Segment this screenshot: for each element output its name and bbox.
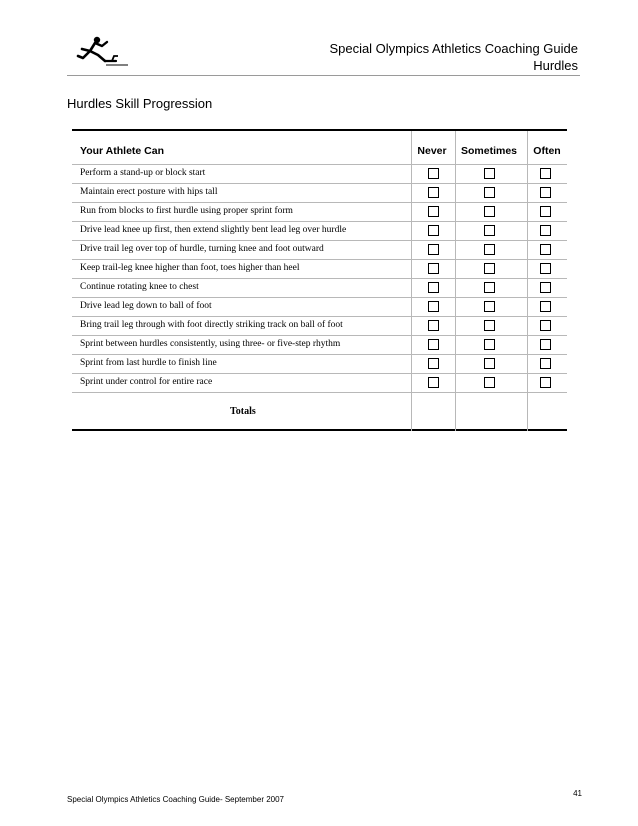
table-row: [72, 278, 567, 297]
skill-label: Sprint under control for entire race: [80, 377, 213, 387]
often-checkbox[interactable]: [540, 320, 551, 331]
table-row: [72, 164, 567, 183]
skill-label: Drive lead knee up first, then extend slightly bent lead leg over hurdle: [80, 225, 347, 235]
never-checkbox[interactable]: [428, 244, 439, 255]
table-row: [72, 202, 567, 221]
never-checkbox[interactable]: [428, 358, 439, 369]
never-checkbox[interactable]: [428, 320, 439, 331]
header-guide-title: Special Olympics Athletics Coaching Guide: [329, 41, 578, 56]
sometimes-checkbox[interactable]: [484, 339, 495, 350]
never-checkbox[interactable]: [428, 187, 439, 198]
never-checkbox[interactable]: [428, 263, 439, 274]
skill-label: Drive trail leg over top of hurdle, turning knee and foot outward: [80, 244, 324, 254]
skill-label: Keep trail-leg knee higher than foot, toes higher than heel: [80, 263, 300, 273]
often-checkbox[interactable]: [540, 187, 551, 198]
column-header-sometimes: Sometimes: [460, 145, 518, 157]
never-checkbox[interactable]: [428, 225, 439, 236]
table-row: [72, 240, 567, 259]
hurdler-runner-icon: [76, 34, 130, 68]
table-header-row: [72, 131, 567, 164]
table-row: [72, 373, 567, 393]
sometimes-checkbox[interactable]: [484, 377, 495, 388]
column-divider-sometimes: [455, 131, 456, 431]
column-header-never: Never: [417, 145, 447, 157]
sometimes-checkbox[interactable]: [484, 225, 495, 236]
table-row: [72, 259, 567, 278]
often-checkbox[interactable]: [540, 339, 551, 350]
never-checkbox[interactable]: [428, 206, 439, 217]
skill-progression-table: [72, 129, 567, 431]
sometimes-checkbox[interactable]: [484, 244, 495, 255]
table-row: [72, 354, 567, 373]
often-checkbox[interactable]: [540, 282, 551, 293]
sometimes-checkbox[interactable]: [484, 358, 495, 369]
skill-label: Sprint from last hurdle to finish line: [80, 358, 217, 368]
column-divider-never: [411, 131, 412, 431]
sometimes-checkbox[interactable]: [484, 301, 495, 312]
table-bottom-rule: [72, 429, 567, 431]
table-row: [72, 221, 567, 240]
never-checkbox[interactable]: [428, 377, 439, 388]
totals-label: Totals: [230, 406, 256, 417]
header-divider: [67, 75, 580, 76]
column-header-often: Often: [533, 145, 561, 157]
skill-label: Drive lead leg down to ball of foot: [80, 301, 212, 311]
table-row: [72, 335, 567, 354]
header-event-name: Hurdles: [533, 58, 578, 73]
table-row: [72, 297, 567, 316]
skill-label: Perform a stand-up or block start: [80, 168, 206, 178]
column-header-skill: Your Athlete Can: [80, 145, 165, 157]
sometimes-checkbox[interactable]: [484, 168, 495, 179]
often-checkbox[interactable]: [540, 206, 551, 217]
sometimes-checkbox[interactable]: [484, 282, 495, 293]
sometimes-checkbox[interactable]: [484, 187, 495, 198]
page-number: 41: [573, 789, 582, 798]
often-checkbox[interactable]: [540, 377, 551, 388]
section-title: Hurdles Skill Progression: [67, 96, 213, 111]
often-checkbox[interactable]: [540, 358, 551, 369]
table-row: [72, 183, 567, 202]
never-checkbox[interactable]: [428, 168, 439, 179]
never-checkbox[interactable]: [428, 339, 439, 350]
running-header: [329, 40, 578, 74]
never-checkbox[interactable]: [428, 301, 439, 312]
sometimes-checkbox[interactable]: [484, 320, 495, 331]
often-checkbox[interactable]: [540, 244, 551, 255]
skill-label: Maintain erect posture with hips tall: [80, 187, 218, 197]
sometimes-checkbox[interactable]: [484, 206, 495, 217]
skill-label: Run from blocks to first hurdle using proper sprint form: [80, 206, 293, 216]
often-checkbox[interactable]: [540, 168, 551, 179]
column-divider-often: [527, 131, 528, 431]
often-checkbox[interactable]: [540, 301, 551, 312]
sometimes-checkbox[interactable]: [484, 263, 495, 274]
footer-text: Special Olympics Athletics Coaching Guide- September 2007: [67, 795, 284, 804]
skill-label: Sprint between hurdles consistently, using three- or five-step rhythm: [80, 339, 341, 349]
skill-label: Bring trail leg through with foot directly striking track on ball of foot: [80, 320, 343, 330]
often-checkbox[interactable]: [540, 225, 551, 236]
totals-row: [72, 393, 567, 429]
skill-label: Continue rotating knee to chest: [80, 282, 199, 292]
table-body: [72, 164, 567, 393]
never-checkbox[interactable]: [428, 282, 439, 293]
table-row: [72, 316, 567, 335]
often-checkbox[interactable]: [540, 263, 551, 274]
